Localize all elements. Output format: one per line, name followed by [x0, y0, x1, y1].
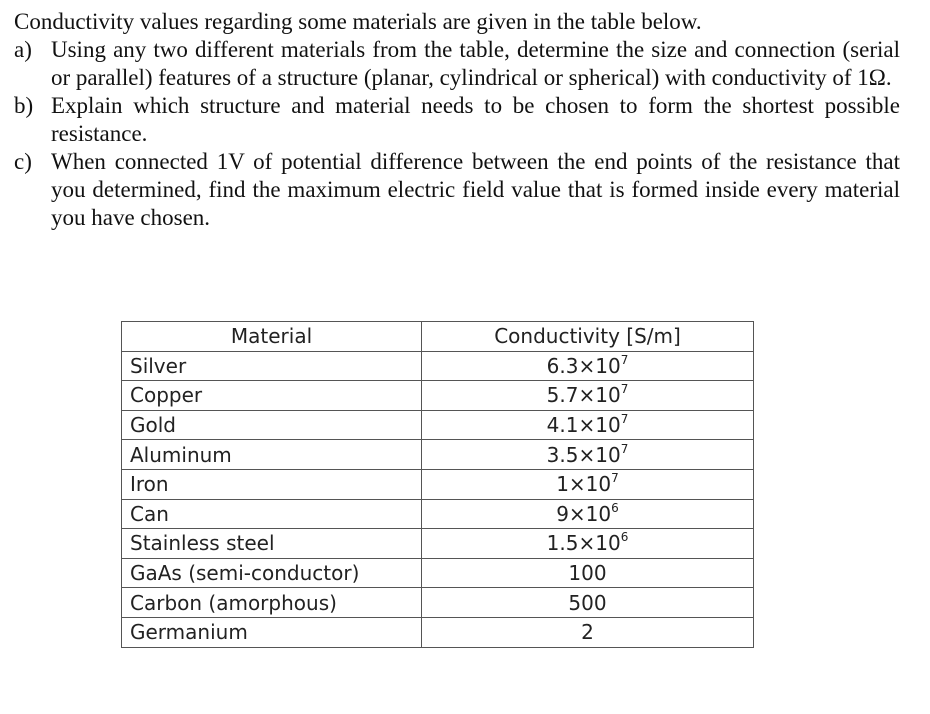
conductivity-cell: [422, 410, 754, 440]
table-row: [122, 410, 754, 440]
material-cell: Silver: [122, 351, 422, 381]
table-row: [122, 440, 754, 470]
conductivity-cell: [422, 351, 754, 381]
conductivity-exponent: 7: [620, 382, 629, 397]
conductivity-cell: [422, 529, 754, 559]
conductivity-mantissa: 4.1×10: [546, 413, 621, 438]
conductivity-mantissa: 2: [581, 620, 594, 645]
table-row: [122, 529, 754, 559]
conductivity-table-wrapper: [121, 321, 754, 648]
material-cell: Copper: [122, 381, 422, 411]
conductivity-cell: [422, 617, 754, 647]
table-header-row: [122, 322, 754, 352]
question-marker: b): [14, 93, 34, 118]
material-cell: Stainless steel: [122, 529, 422, 559]
material-cell: Iron: [122, 469, 422, 499]
conductivity-exponent: 7: [620, 412, 629, 427]
question-intro: Conductivity values regarding some materials are given in the table below.: [14, 9, 702, 34]
table-row: [122, 558, 754, 588]
question-item-text: Explain which structure and material needs to be chosen to form the shortest possible resistance.: [51, 93, 900, 146]
conductivity-mantissa: 3.5×10: [546, 442, 621, 467]
table-row: [122, 617, 754, 647]
table-row: [122, 351, 754, 381]
question-item-text: Using any two different materials from the table, determine the size and connection (serial or parallel) features of a structure (planar, cylindrical or spherical) with conductivity of 1Ω.: [51, 37, 900, 90]
question-item-a: [14, 36, 900, 92]
conductivity-exponent: 7: [611, 471, 619, 486]
table-row: [122, 469, 754, 499]
conductivity-mantissa: 1.5×10: [546, 531, 621, 556]
conductivity-exponent: 6: [611, 500, 619, 515]
question-list: [14, 36, 900, 232]
question-item-c: [14, 148, 900, 232]
conductivity-exponent: 6: [620, 530, 629, 545]
conductivity-exponent: 7: [620, 352, 629, 367]
conductivity-cell: [422, 381, 754, 411]
material-cell: Gold: [122, 410, 422, 440]
conductivity-mantissa: 9×10: [556, 501, 612, 526]
conductivity-mantissa: 100: [568, 561, 607, 586]
table-row: [122, 381, 754, 411]
question-item-text: When connected 1V of potential difference between the end points of the resistance that you determined, find the maximum electric field value that is formed inside every material you have chosen.: [51, 149, 900, 230]
conductivity-exponent: 7: [620, 441, 629, 456]
conductivity-mantissa: 1×10: [556, 472, 612, 497]
conductivity-table: [121, 321, 754, 648]
conductivity-mantissa: 6.3×10: [546, 353, 621, 378]
question-marker: a): [14, 37, 32, 62]
conductivity-mantissa: 500: [568, 590, 607, 615]
conductivity-cell: [422, 469, 754, 499]
conductivity-cell: [422, 588, 754, 618]
question-item-b: [14, 92, 900, 148]
material-cell: Can: [122, 499, 422, 529]
question-marker: c): [14, 149, 32, 174]
table-row: [122, 499, 754, 529]
material-cell: Carbon (amorphous): [122, 588, 422, 618]
question-text: [14, 8, 900, 232]
conductivity-cell: [422, 558, 754, 588]
header-conductivity: Conductivity [S/m]: [422, 322, 754, 352]
conductivity-mantissa: 5.7×10: [546, 383, 621, 408]
conductivity-cell: [422, 440, 754, 470]
conductivity-cell: [422, 499, 754, 529]
material-cell: Germanium: [122, 617, 422, 647]
material-cell: Aluminum: [122, 440, 422, 470]
header-material: Material: [122, 322, 422, 352]
material-cell: GaAs (semi-conductor): [122, 558, 422, 588]
table-row: [122, 588, 754, 618]
